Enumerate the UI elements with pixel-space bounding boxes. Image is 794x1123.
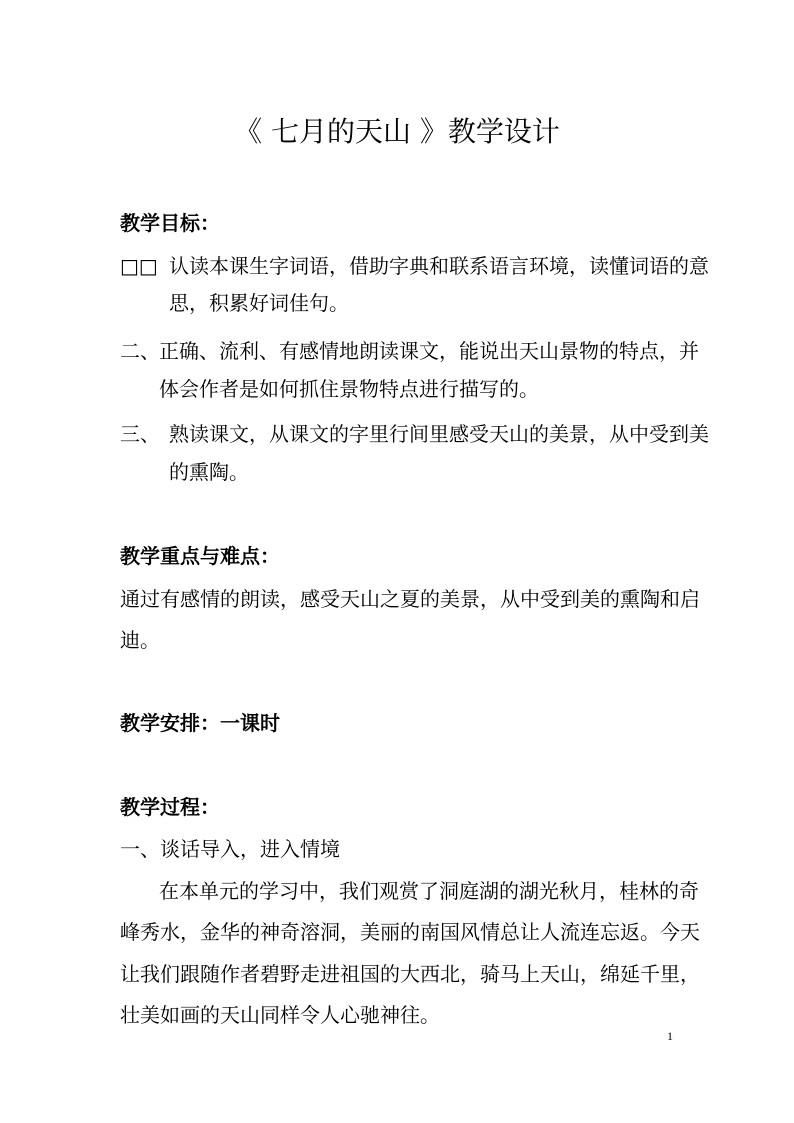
process-heading: 教学过程： (120, 795, 220, 819)
key-points-heading: 教学重点与难点： (120, 544, 280, 568)
page-number: 1 (667, 1029, 673, 1043)
document-title: 《 七月的天山 》教学设计 (234, 115, 560, 148)
objectives-heading: 教学目标： (120, 211, 220, 235)
key-points-line-1: 通过有感情的朗读，感受天山之夏的美景，从中受到美的熏陶和启 (120, 587, 700, 611)
objective-2-line-1: 正确、流利、有感情地朗读课文，能说出天山景物的特点，并 (159, 339, 699, 363)
objective-2-line-2: 体会作者是如何抓住景物特点进行描写的。 (159, 377, 539, 401)
objective-2-marker: 二、 (120, 339, 160, 363)
objective-3-line-1: 熟读课文，从课文的字里行间里感受天山的美景，从中受到美 (169, 422, 709, 446)
objective-3-marker: 三、 (120, 422, 160, 446)
objective-1-line-2: 思，积累好词佳句。 (169, 291, 349, 315)
objective-1-marker: □□ (120, 254, 158, 278)
process-step-1: 一、谈话导入，进入情境 (120, 837, 340, 861)
key-points-line-2: 迪。 (120, 628, 160, 652)
objective-3-line-2: 的熏陶。 (169, 460, 249, 484)
process-paragraph-line-3: 让我们跟随作者碧野走进祖国的大西北，骑马上天山，绵延千里， (120, 962, 700, 986)
process-paragraph-line-1: 在本单元的学习中，我们观赏了洞庭湖的湖光秋月，桂林的奇 (159, 879, 699, 903)
objective-1-line-1: 认读本课生字词语，借助字典和联系语言环境，读懂词语的意 (169, 254, 709, 278)
process-paragraph-line-4: 壮美如画的天山同样令人心驰神往。 (120, 1003, 440, 1027)
process-paragraph-line-2: 峰秀水，金华的神奇溶洞，美丽的南国风情总让人流连忘返。今天 (120, 920, 700, 944)
arrangement-line: 教学安排：一课时 (120, 711, 280, 735)
